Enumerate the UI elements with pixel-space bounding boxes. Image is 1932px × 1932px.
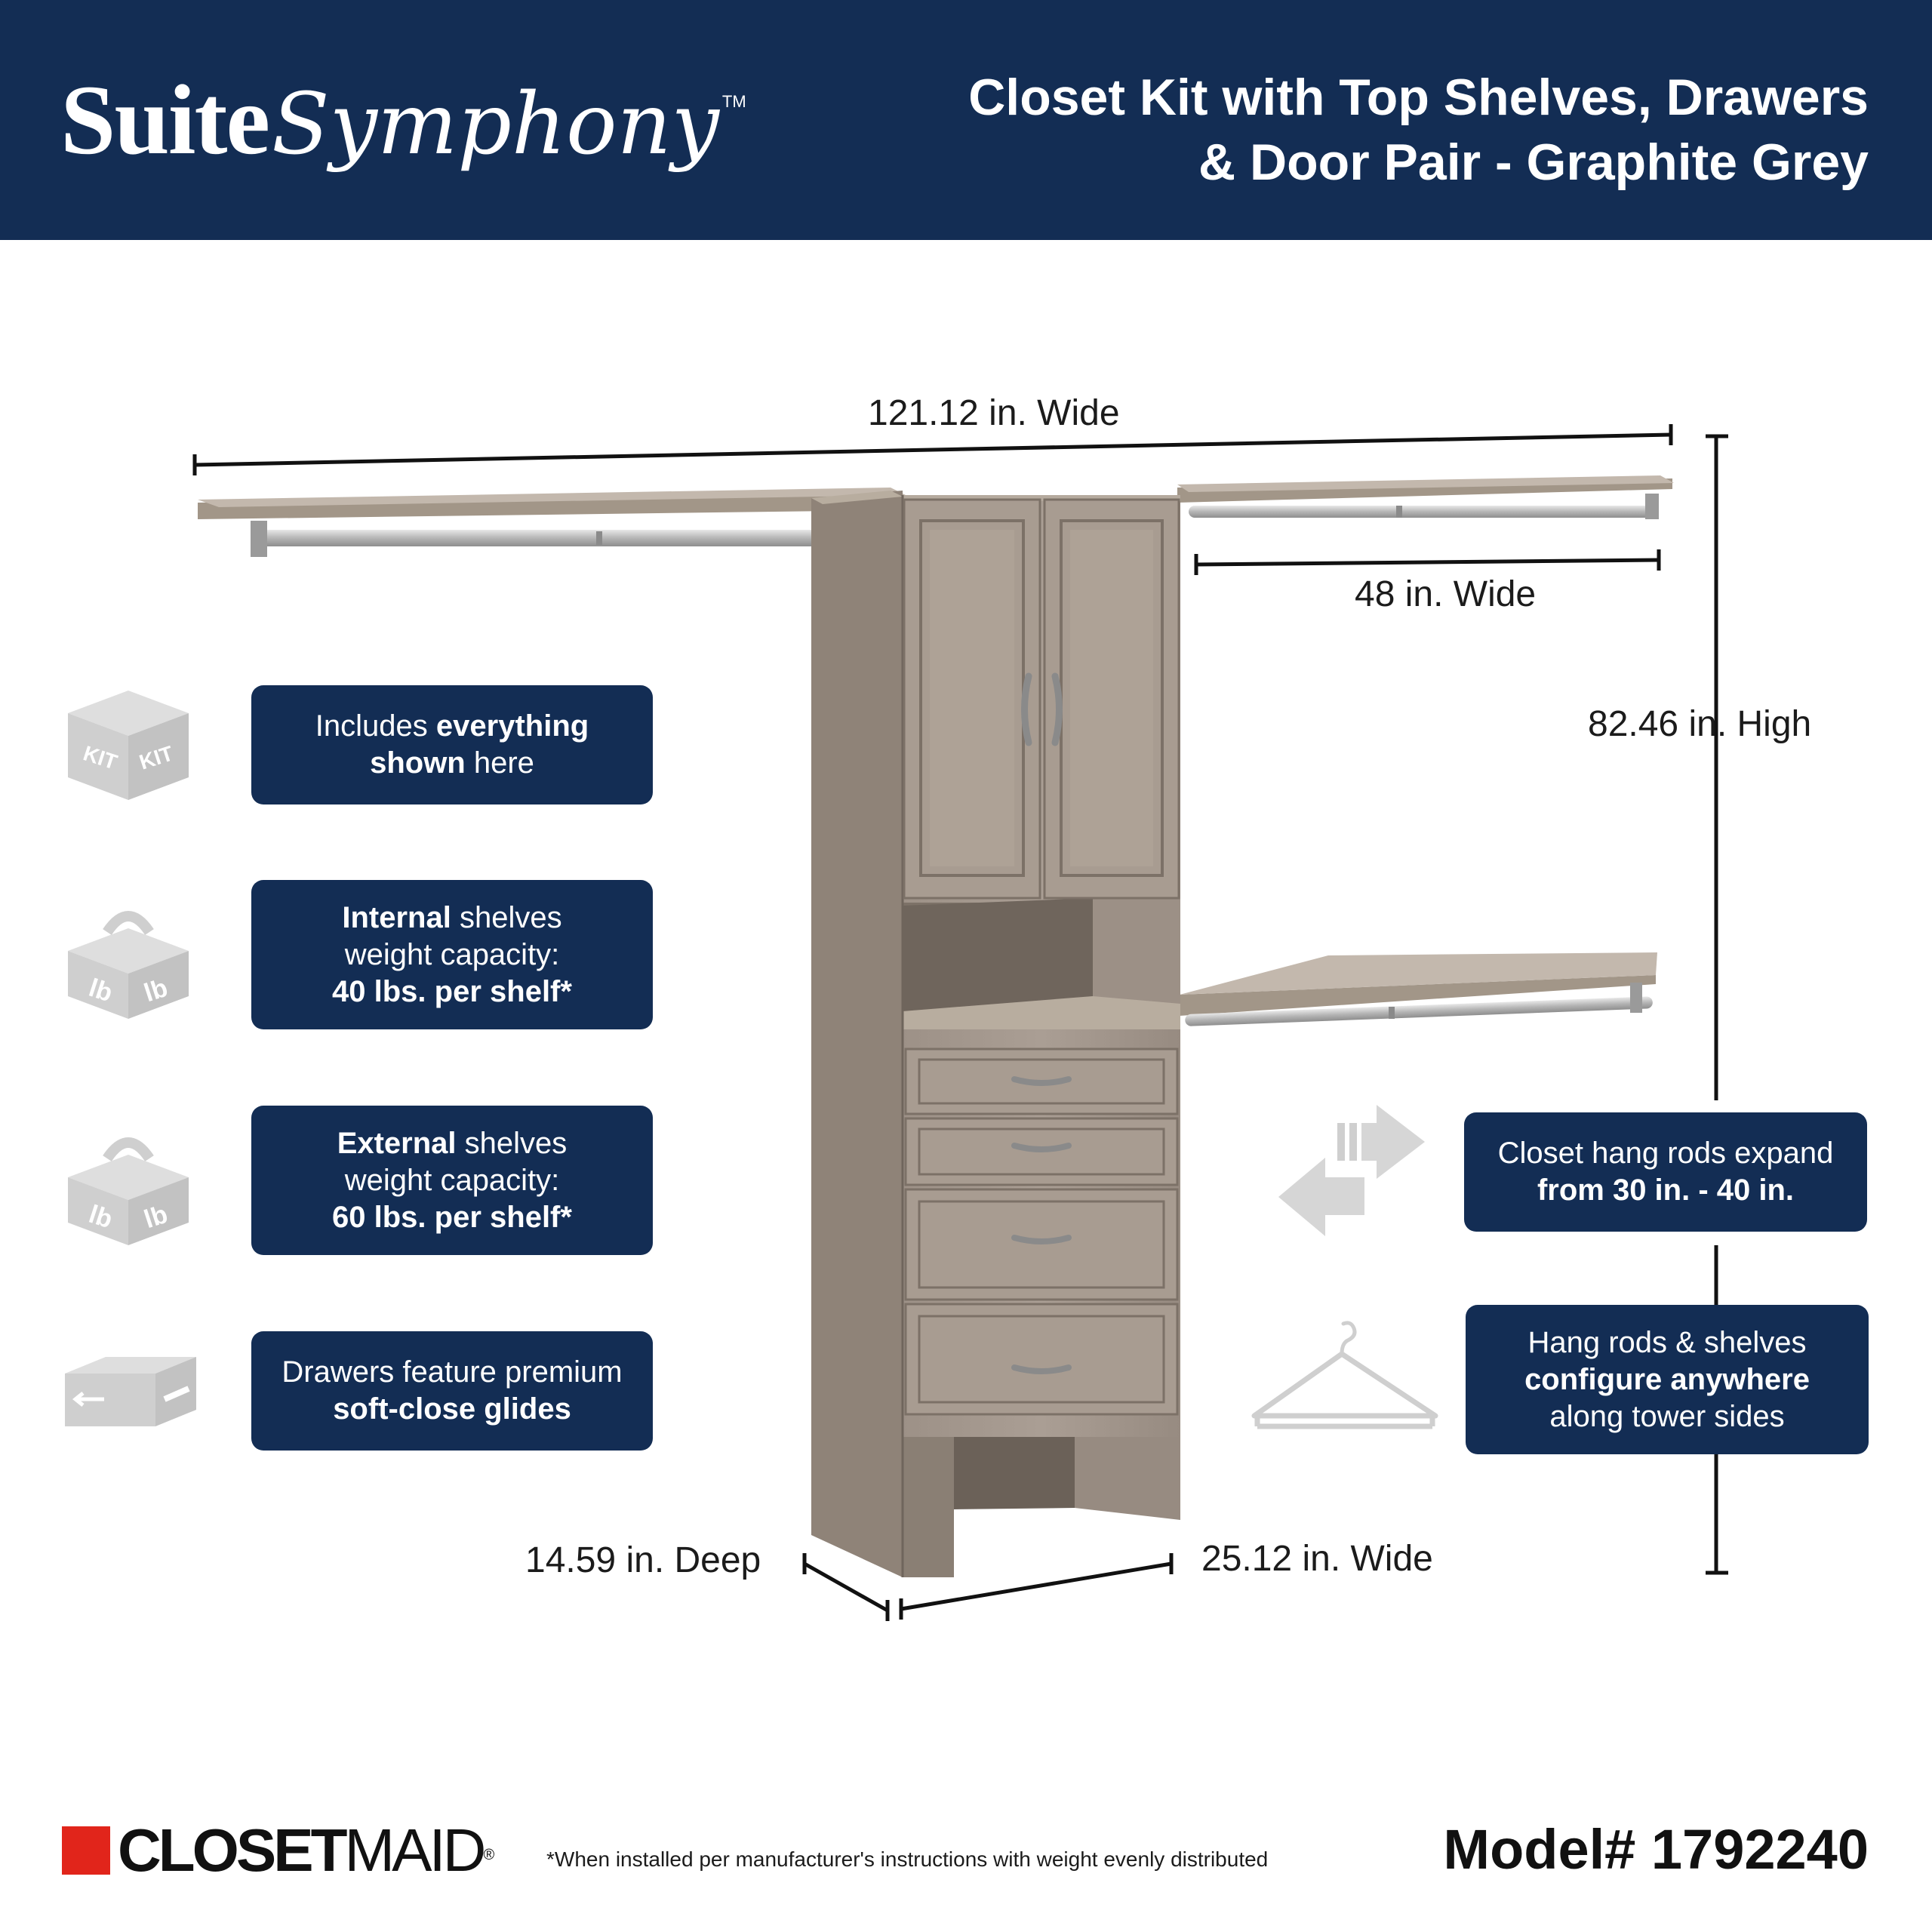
feature-text: weight capacity: (344, 1163, 560, 1197)
top-right-shelf (1177, 475, 1674, 519)
feature-bold-text: shown (370, 746, 466, 780)
product-title-line1: Closet Kit with Top Shelves, Drawers (968, 69, 1869, 126)
closetmaid-logo-light: MAID (344, 1817, 484, 1884)
svg-text:lb: lb (140, 1199, 171, 1235)
feature-includes-everything (251, 685, 653, 804)
feature-bold-text: everything (435, 709, 589, 743)
height-label: 82.46 in. High (1588, 704, 1812, 744)
depth-label: 14.59 in. Deep (525, 1540, 761, 1580)
closetmaid-logo-bold: CLOSET (118, 1817, 345, 1884)
feature-internal-shelves (251, 880, 653, 1029)
feature-text: Includes (315, 709, 436, 743)
suite-symphony-logo (60, 62, 746, 177)
feature-text: Drawers feature premium (281, 1355, 623, 1389)
feature-external-shelves (251, 1106, 653, 1255)
weight-lb-icon (60, 902, 198, 1023)
svg-text:lb: lb (85, 1199, 116, 1235)
hanger-icon (1247, 1321, 1443, 1435)
feature-bold-text: configure anywhere (1524, 1362, 1810, 1396)
disclaimer-text: *When installed per manufacturer's instructions with weight evenly distributed (546, 1847, 1269, 1871)
feature-bold-text: 40 lbs. per shelf* (332, 974, 572, 1008)
feature-bold-text: Internal (342, 900, 451, 934)
feature-text: weight capacity: (344, 937, 560, 971)
middle-right-shelf (1180, 952, 1657, 1026)
feature-text: Hang rods & shelves (1527, 1325, 1807, 1359)
product-title (737, 65, 1869, 195)
feature-text: shelves (451, 900, 562, 934)
logo-suite-text: Suite (60, 64, 269, 175)
closetmaid-logo (62, 1817, 492, 1884)
closetmaid-registered-mark: ® (483, 1847, 492, 1863)
feature-bold-text: from 30 in. - 40 in. (1537, 1174, 1795, 1207)
feature-bold-text: soft-close glides (333, 1392, 571, 1426)
model-number: Model# 1792240 (1443, 1818, 1869, 1881)
feature-text: Closet hang rods expand (1497, 1137, 1834, 1170)
header-banner (0, 0, 1932, 240)
feature-soft-close-drawers (251, 1331, 653, 1451)
drawer-icon (60, 1351, 201, 1434)
feature-text: along tower sides (1549, 1399, 1785, 1433)
tower-width-label: 25.12 in. Wide (1201, 1539, 1433, 1579)
kit-box-icon (60, 683, 198, 804)
feature-bold-text: 60 lbs. per shelf* (332, 1200, 572, 1234)
feature-text: here (465, 746, 534, 780)
shelf-width-label: 48 in. Wide (1355, 574, 1537, 614)
feature-rods-expand (1464, 1112, 1867, 1232)
svg-text:KIT: KIT (136, 741, 177, 774)
feature-text: shelves (456, 1126, 568, 1160)
tower-drawers (906, 1049, 1177, 1414)
top-left-shelf (198, 488, 906, 557)
overall-width-label: 121.12 in. Wide (868, 393, 1120, 433)
expand-arrows-icon (1275, 1102, 1426, 1242)
svg-text:lb: lb (85, 973, 116, 1008)
product-title-line2: & Door Pair - Graphite Grey (1198, 134, 1869, 191)
logo-trademark: TM (721, 92, 746, 111)
svg-text:KIT: KIT (80, 741, 121, 774)
feature-configure-anywhere (1466, 1305, 1869, 1454)
closetmaid-red-square (62, 1826, 110, 1875)
weight-lb-icon (60, 1128, 198, 1249)
feature-bold-text: External (337, 1126, 457, 1160)
logo-symphony-text: Symphony (272, 75, 719, 174)
svg-text:lb: lb (140, 973, 171, 1008)
